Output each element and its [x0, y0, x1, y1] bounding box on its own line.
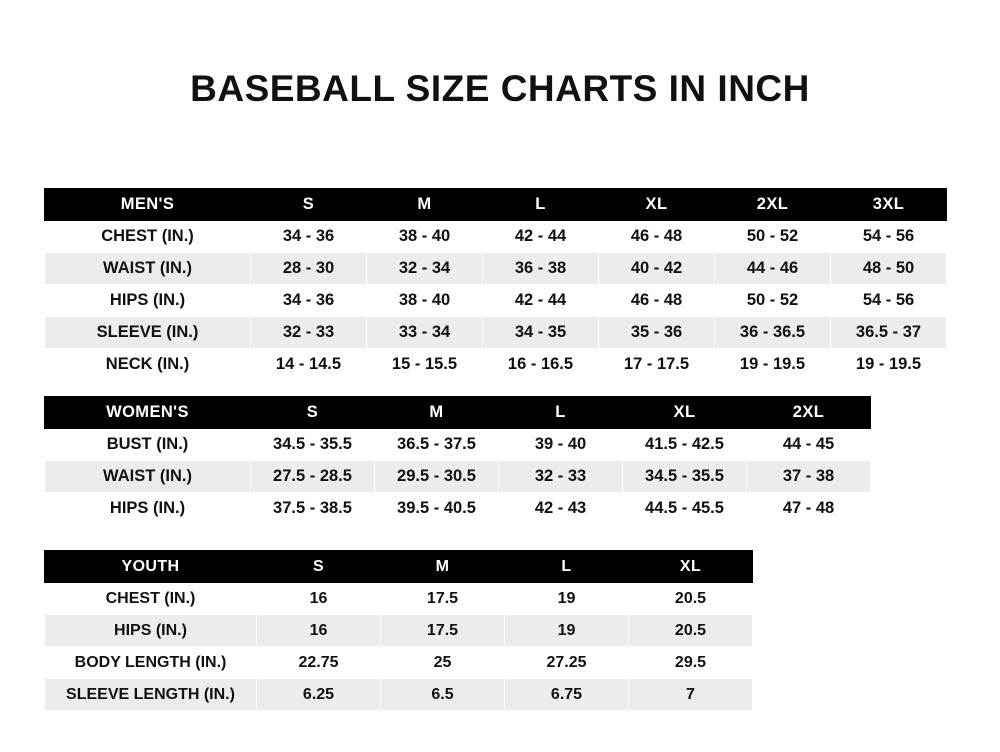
table-cell: 36 - 38 [483, 253, 599, 285]
table-cell: 7 [629, 679, 753, 711]
row-label: HIPS (IN.) [45, 615, 257, 647]
column-header: S [251, 189, 367, 221]
table-cell: 37 - 38 [747, 461, 871, 493]
table-cell: 47 - 48 [747, 493, 871, 525]
table-row [45, 583, 753, 615]
table-header-row [45, 397, 871, 429]
row-label: CHEST (IN.) [45, 221, 251, 253]
youth-size-table [44, 550, 753, 711]
column-header: L [505, 551, 629, 583]
table-cell: 44 - 45 [747, 429, 871, 461]
table-cell: 42 - 43 [499, 493, 623, 525]
table-cell: 46 - 48 [599, 285, 715, 317]
row-label: SLEEVE (IN.) [45, 317, 251, 349]
womens-size-table [44, 396, 871, 525]
table-cell: 42 - 44 [483, 285, 599, 317]
table-cell: 34.5 - 35.5 [251, 429, 375, 461]
table-cell: 39 - 40 [499, 429, 623, 461]
table-cell: 42 - 44 [483, 221, 599, 253]
table-cell: 27.5 - 28.5 [251, 461, 375, 493]
column-header: M [367, 189, 483, 221]
table-cell: 34 - 35 [483, 317, 599, 349]
table-cell: 33 - 34 [367, 317, 483, 349]
column-header: M [375, 397, 499, 429]
column-header: M [381, 551, 505, 583]
table-cell: 35 - 36 [599, 317, 715, 349]
row-label: WAIST (IN.) [45, 253, 251, 285]
table-cell: 19 [505, 615, 629, 647]
table-row [45, 461, 871, 493]
page-title: BASEBALL SIZE CHARTS IN INCH [190, 68, 810, 109]
table-cell: 36.5 - 37.5 [375, 429, 499, 461]
table-cell: 32 - 34 [367, 253, 483, 285]
table-row [45, 285, 947, 317]
table-cell: 19 [505, 583, 629, 615]
table-cell: 16 [257, 583, 381, 615]
table-cell: 32 - 33 [499, 461, 623, 493]
table-cell: 41.5 - 42.5 [623, 429, 747, 461]
table-cell: 34 - 36 [251, 285, 367, 317]
table-cell: 37.5 - 38.5 [251, 493, 375, 525]
column-header: XL [623, 397, 747, 429]
table-cell: 48 - 50 [831, 253, 947, 285]
table-cell: 50 - 52 [715, 221, 831, 253]
column-header: 3XL [831, 189, 947, 221]
column-header: XL [629, 551, 753, 583]
row-label: SLEEVE LENGTH (IN.) [45, 679, 257, 711]
table-cell: 34.5 - 35.5 [623, 461, 747, 493]
table-cell: 20.5 [629, 615, 753, 647]
table-cell: 28 - 30 [251, 253, 367, 285]
table-cell: 17.5 [381, 615, 505, 647]
row-label: HIPS (IN.) [45, 493, 251, 525]
table-cell: 22.75 [257, 647, 381, 679]
table-row [45, 253, 947, 285]
table-row [45, 221, 947, 253]
table-row [45, 429, 871, 461]
table-cell: 29.5 [629, 647, 753, 679]
table-row [45, 647, 753, 679]
column-header: 2XL [747, 397, 871, 429]
table-cell: 17 - 17.5 [599, 349, 715, 381]
table-cell: 54 - 56 [831, 221, 947, 253]
table-cell: 27.25 [505, 647, 629, 679]
table-cell: 44 - 46 [715, 253, 831, 285]
row-label: BODY LENGTH (IN.) [45, 647, 257, 679]
table-header-row [45, 551, 753, 583]
table-cell: 46 - 48 [599, 221, 715, 253]
column-header: MEN'S [45, 189, 251, 221]
table-cell: 50 - 52 [715, 285, 831, 317]
column-header: 2XL [715, 189, 831, 221]
table-cell: 17.5 [381, 583, 505, 615]
table-cell: 36.5 - 37 [831, 317, 947, 349]
column-header: XL [599, 189, 715, 221]
table-cell: 25 [381, 647, 505, 679]
table-cell: 38 - 40 [367, 285, 483, 317]
column-header: L [499, 397, 623, 429]
table-cell: 40 - 42 [599, 253, 715, 285]
table-cell: 15 - 15.5 [367, 349, 483, 381]
mens-size-table [44, 188, 947, 381]
table-cell: 14 - 14.5 [251, 349, 367, 381]
table-cell: 6.5 [381, 679, 505, 711]
row-label: CHEST (IN.) [45, 583, 257, 615]
table-cell: 54 - 56 [831, 285, 947, 317]
table-cell: 44.5 - 45.5 [623, 493, 747, 525]
table-cell: 16 - 16.5 [483, 349, 599, 381]
table-row [45, 679, 753, 711]
table-row [45, 349, 947, 381]
table-row [45, 615, 753, 647]
table-cell: 6.75 [505, 679, 629, 711]
table-row [45, 493, 871, 525]
table-cell: 6.25 [257, 679, 381, 711]
table-cell: 20.5 [629, 583, 753, 615]
column-header: S [257, 551, 381, 583]
table-row [45, 317, 947, 349]
row-label: HIPS (IN.) [45, 285, 251, 317]
column-header: L [483, 189, 599, 221]
table-cell: 38 - 40 [367, 221, 483, 253]
table-cell: 16 [257, 615, 381, 647]
row-label: BUST (IN.) [45, 429, 251, 461]
table-cell: 36 - 36.5 [715, 317, 831, 349]
table-cell: 34 - 36 [251, 221, 367, 253]
column-header: S [251, 397, 375, 429]
table-cell: 19 - 19.5 [715, 349, 831, 381]
row-label: WAIST (IN.) [45, 461, 251, 493]
table-cell: 19 - 19.5 [831, 349, 947, 381]
column-header: WOMEN'S [45, 397, 251, 429]
column-header: YOUTH [45, 551, 257, 583]
table-header-row [45, 189, 947, 221]
table-cell: 29.5 - 30.5 [375, 461, 499, 493]
table-cell: 32 - 33 [251, 317, 367, 349]
table-cell: 39.5 - 40.5 [375, 493, 499, 525]
row-label: NECK (IN.) [45, 349, 251, 381]
